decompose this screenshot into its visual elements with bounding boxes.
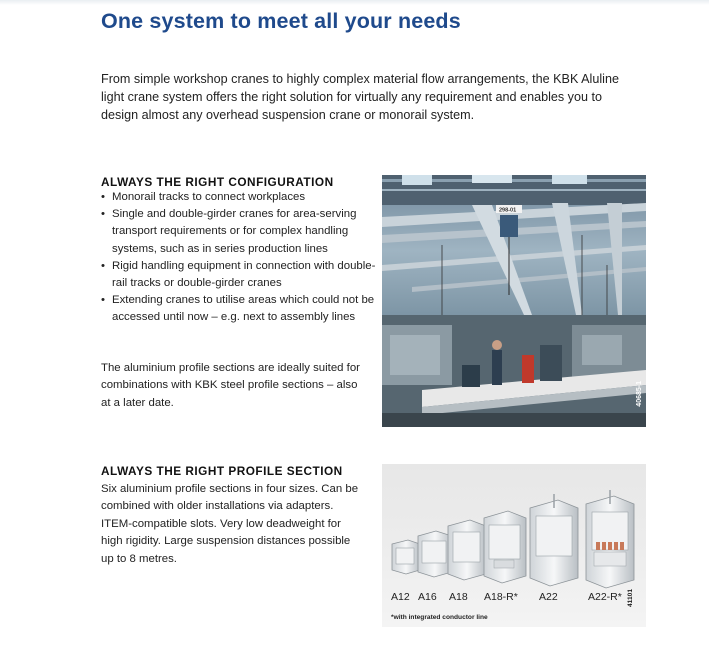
configuration-paragraph: The aluminium profile sections are ideally suited for combinations with KBK steel profile sections – also at a later date. [101,362,360,409]
profile-a22-r-shape [586,490,634,588]
profile-label-a18: A18 [449,591,468,603]
photo-code: 40685-1 [636,381,643,407]
crane-installation-photo [382,175,646,427]
sign-label: 298-01 [499,207,517,214]
profile-label-a22: A22 [539,591,558,603]
page-title: One system to meet all your needs [101,9,461,33]
profile-sections-figure [382,464,646,627]
profile-label-a22-r: A22-R* [588,591,622,603]
top-rule [0,0,709,5]
profile-label-a18-r: A18-R* [484,591,518,603]
profile-a18-r-shape [484,511,526,583]
profile-a22-shape [530,494,578,586]
configuration-bullet-list [101,189,376,327]
configuration-heading: ALWAYS THE RIGHT CONFIGURATION [101,175,334,189]
intro-paragraph: From simple workshop cranes to highly complex material flow arrangements, the KBK Aluline light crane system offers the right solution for virtually any requirement and enables you to design almost any overhead suspension crane or monorail system. [101,72,619,122]
bullet-item: • Monorail tracks to connect workplaces [101,189,376,206]
bullet-item: • Extending cranes to utilise areas which could not be accessed until now – e.g. next to assembly lines [101,292,376,326]
profile-figure-code: 41101 [627,589,634,607]
profile-label-a16: A16 [418,591,437,603]
profile-a18-shape [448,520,486,580]
crane-photo-illustration [382,175,646,427]
profile-a12-shape [392,540,420,574]
bullet-item: • Single and double-girder cranes for area-serving transport requirements or for complex handling systems, such as in series production lines [101,206,376,258]
profile-a16-shape [418,531,452,577]
profile-footnote: *with integrated conductor line [391,614,488,621]
profile-section-heading: ALWAYS THE RIGHT PROFILE SECTION [101,464,343,478]
profile-label-a12: A12 [391,591,410,603]
profile-section-paragraph: Six aluminium profile sections in four sizes. Can be combined with older installations via adapters. ITEM-compatible slots. Very low deadweight for high rigidity. Large suspension distances possible up to 8 metres. [101,483,359,565]
bullet-item: • Rigid handling equipment in connection with double-rail tracks or double-girder cranes [101,258,376,292]
